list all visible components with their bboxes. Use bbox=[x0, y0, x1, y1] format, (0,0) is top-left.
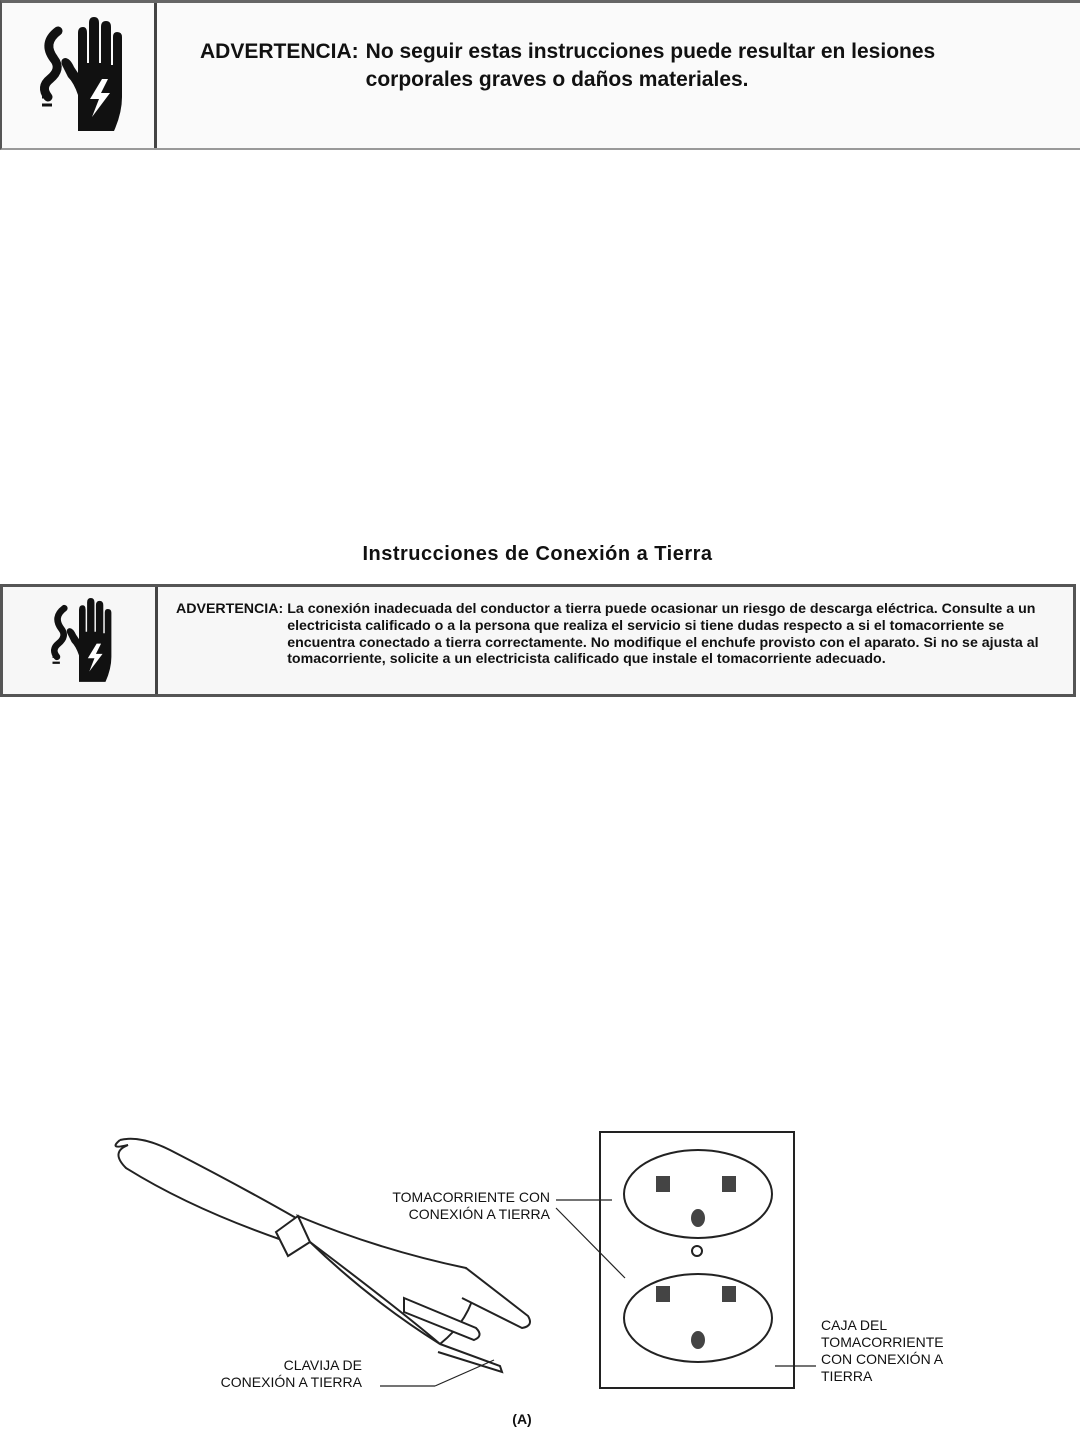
section-title: Instrucciones de Conexión a Tierra bbox=[362, 543, 713, 565]
warning-label: ADVERTENCIA: bbox=[176, 601, 284, 617]
warning-icon-cell bbox=[2, 3, 157, 148]
warning-box-top bbox=[0, 0, 1080, 150]
electric-shock-hand-icon bbox=[28, 13, 128, 138]
figure-caption: (A) bbox=[512, 1411, 532, 1427]
outlet-label-line2: CONEXIÓN A TIERRA bbox=[408, 1206, 550, 1222]
grounding-diagram bbox=[0, 1090, 1080, 1436]
warning-text bbox=[176, 601, 1074, 668]
power-cord bbox=[116, 1139, 297, 1240]
warning-text bbox=[200, 38, 1000, 94]
box-label-line2: TOMACORRIENTE bbox=[821, 1334, 944, 1350]
warning-label: ADVERTENCIA: bbox=[200, 40, 359, 63]
box-label-line3: CON CONEXIÓN A bbox=[821, 1351, 944, 1367]
pin-label-line2: CONEXIÓN A TIERRA bbox=[220, 1374, 362, 1390]
box-label-line4: TIERRA bbox=[821, 1368, 873, 1384]
warning-body: La conexión inadecuada del conductor a tierra puede ocasionar un riesgo de descarga eléctrica. Consulte a un electricista calificado o a la persona que realiza el servicio si tiene dudas respecto a si el tomacorriente se encuentra conectado a tierra correctamente. No modifique el enchufe provisto con el aparato. Si no se ajusta al tomacorriente, solicite a un electricista calificado que instale el tomacorriente adecuado. bbox=[287, 601, 1039, 668]
outlet-box bbox=[600, 1132, 794, 1388]
pin-label-line1: CLAVIJA DE bbox=[283, 1357, 362, 1373]
grounded-plug bbox=[276, 1216, 530, 1372]
warning-icon-cell bbox=[3, 587, 158, 694]
warning-body: No seguir estas instrucciones puede resultar en lesiones corporales graves o daños materiales. bbox=[365, 40, 936, 91]
box-label-line1: CAJA DEL bbox=[821, 1317, 888, 1333]
outlet-label-line1: TOMACORRIENTE CON bbox=[392, 1189, 550, 1205]
warning-box-ground bbox=[0, 584, 1076, 697]
electric-shock-hand-icon bbox=[35, 595, 123, 687]
